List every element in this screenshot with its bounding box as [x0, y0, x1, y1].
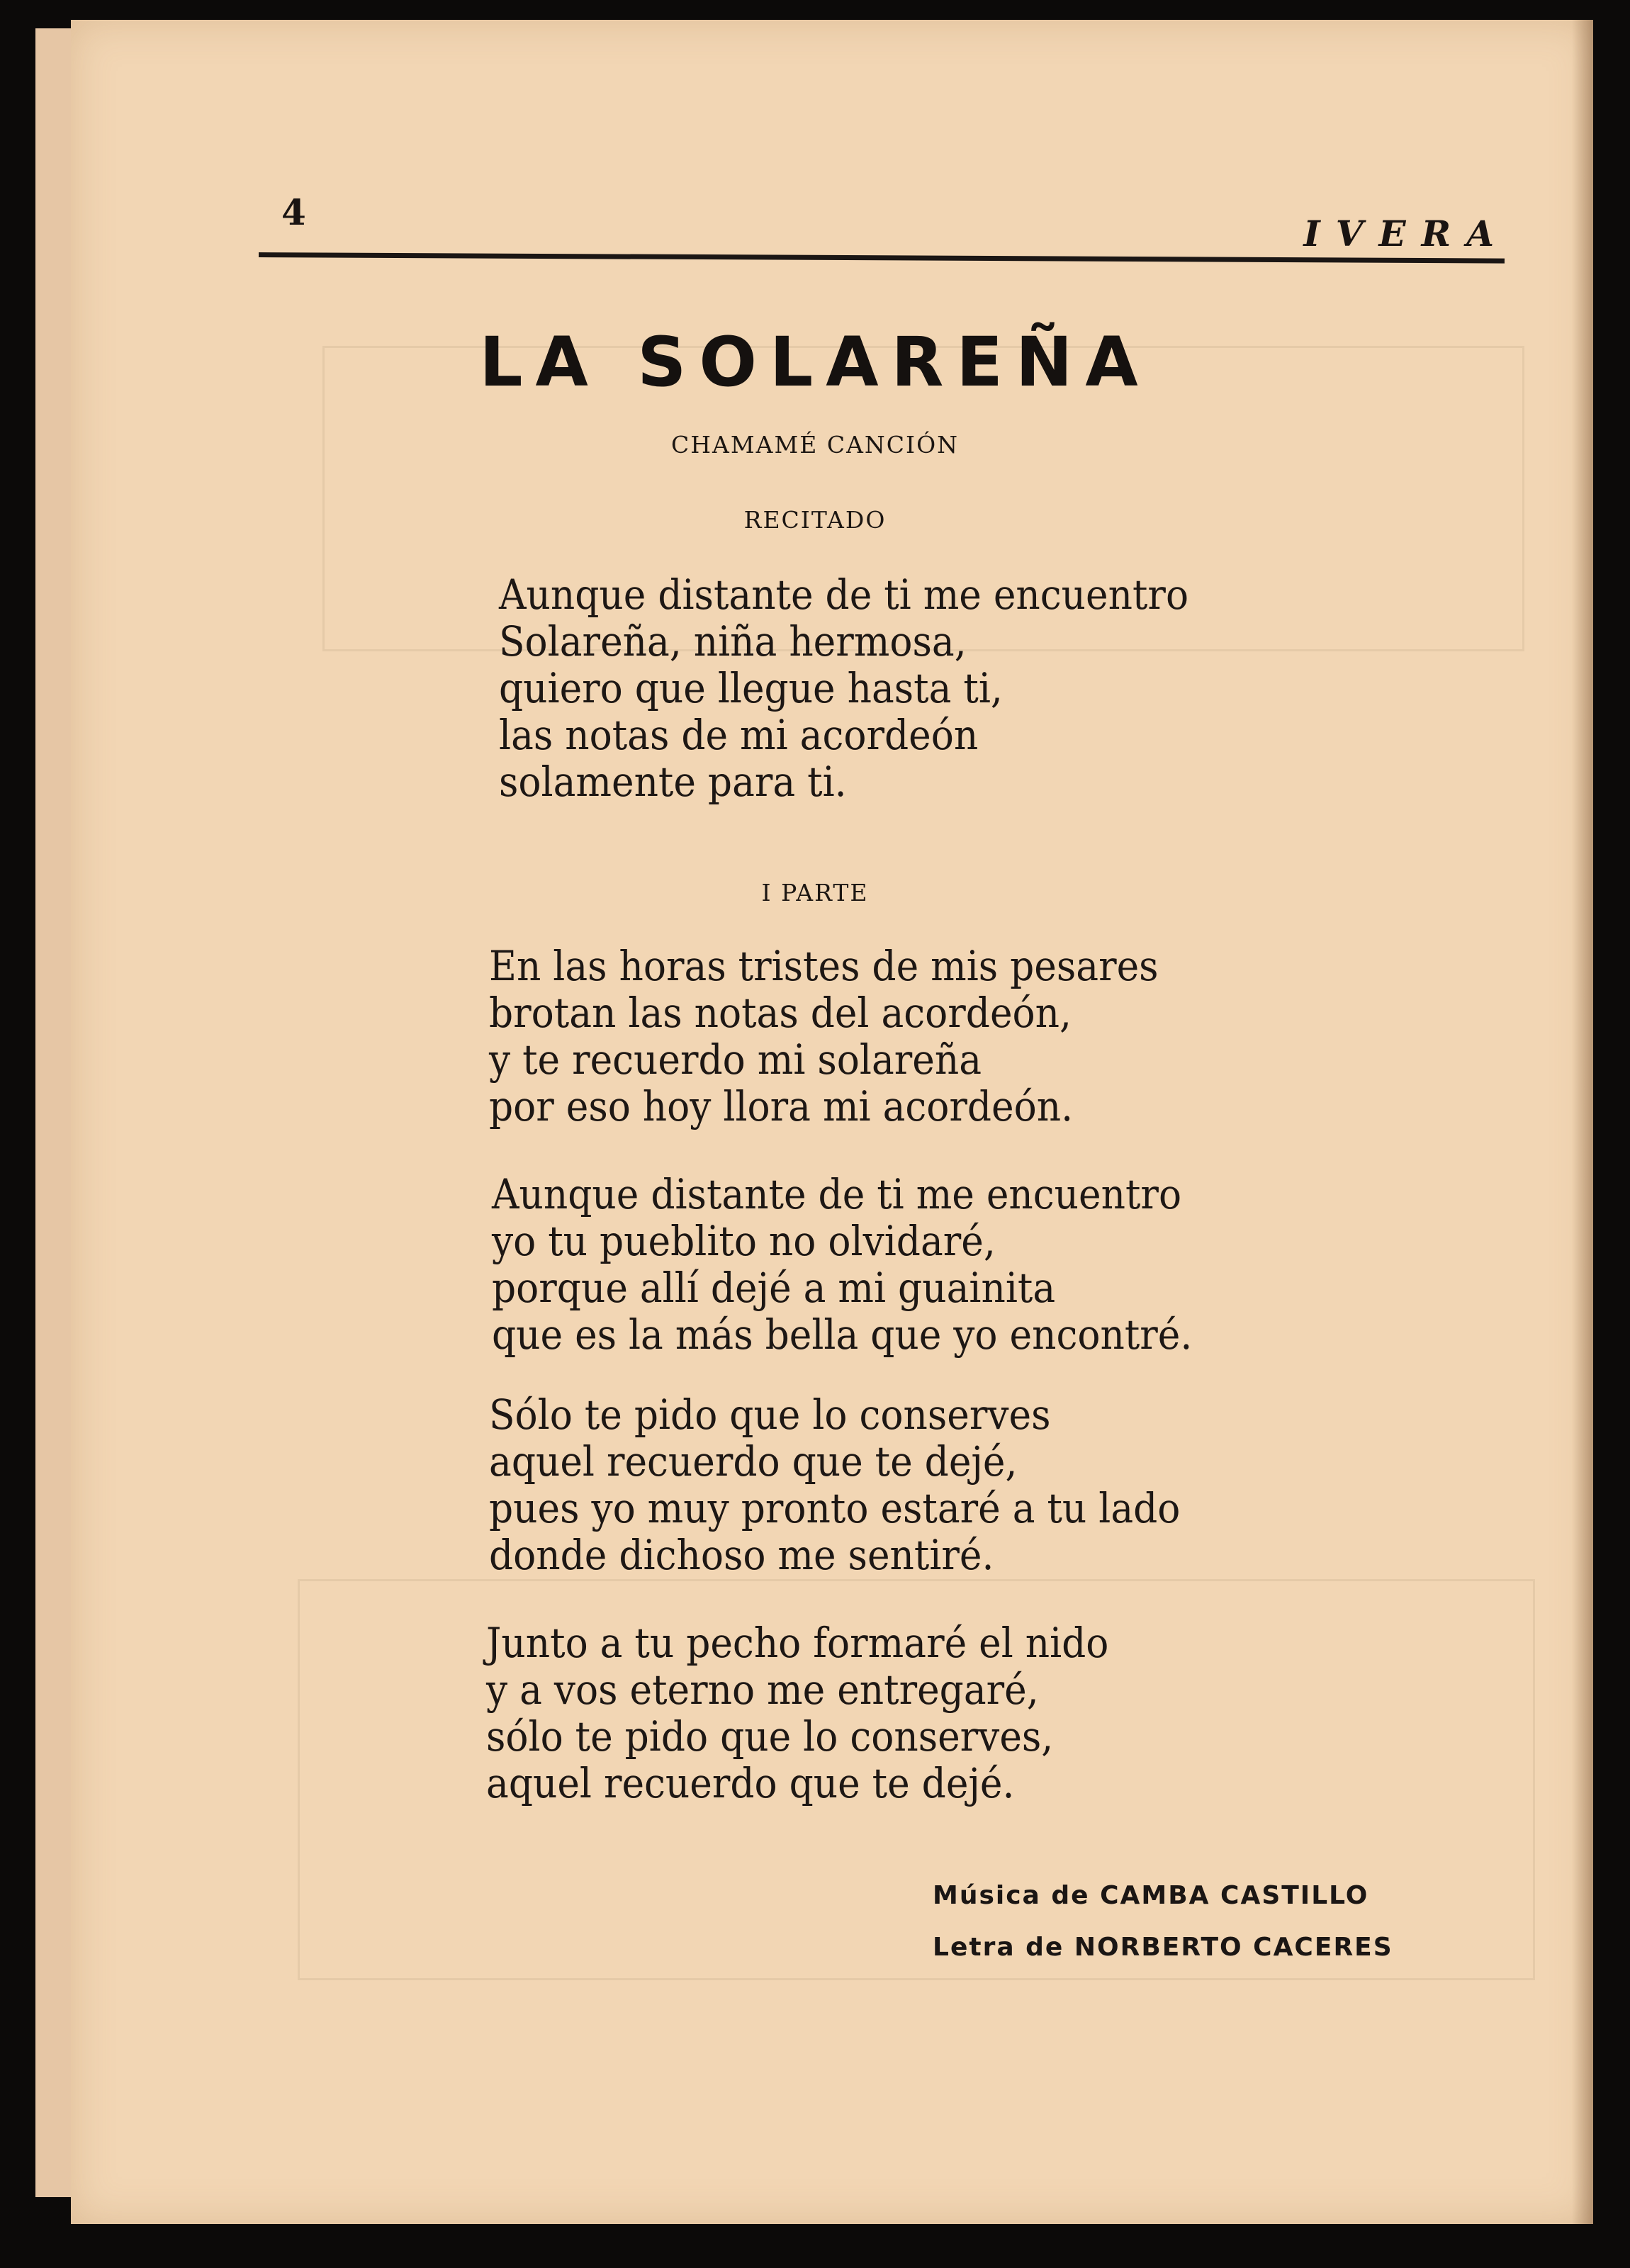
stanza-2 [492, 1171, 1274, 1358]
verse-line: Sólo te pido que lo conserves [489, 1391, 1051, 1439]
verse-line: solamente para ti. [499, 758, 847, 806]
page-number: 4 [281, 191, 306, 233]
verse-line: Aunque distante de ti me encuentro [492, 1170, 1182, 1218]
verse-line: pues yo muy pronto estaré a tu lado [489, 1484, 1181, 1532]
verse-line: brotan las notas del acordeón, [489, 989, 1072, 1037]
song-title: LA SOLAREÑA [479, 322, 1151, 402]
stanza-3 [489, 1391, 1271, 1578]
recitado-stanza [499, 571, 1281, 805]
verse-line: Junto a tu pecho formaré el nido [486, 1619, 1109, 1667]
verse-line: por eso hoy llora mi acordeón. [489, 1082, 1074, 1130]
song-genre: CHAMAMÉ CANCIÓN [670, 431, 960, 459]
lyrics-credit: Letra de NORBERTO CACERES [933, 1933, 1393, 1962]
verse-line: porque allí dejé a mi guainita [492, 1264, 1056, 1312]
page-header [191, 184, 1510, 262]
verse-line: que es la más bella que yo encontré. [492, 1310, 1193, 1359]
verse-line: y a vos eterno me entregaré, [486, 1666, 1039, 1714]
verse-line: y te recuerdo mi solareña [489, 1035, 982, 1084]
music-credit: Música de CAMBA CASTILLO [933, 1881, 1369, 1910]
verse-line: Aunque distante de ti me encuentro [499, 571, 1189, 619]
stanza-4 [486, 1619, 1269, 1807]
verse-line: las notas de mi acordeón [499, 711, 979, 759]
verse-line: En las horas tristes de mis pesares [489, 942, 1159, 990]
verse-line: quiero que llegue hasta ti, [499, 664, 1003, 712]
verse-line: Solareña, niña hermosa, [499, 617, 967, 666]
magazine-title: IVERA [1303, 213, 1510, 254]
recitado-label: RECITADO [743, 506, 887, 534]
verse-line: yo tu pueblito no olvidaré, [492, 1217, 996, 1265]
verse-line: aquel recuerdo que te dejé, [489, 1437, 1018, 1486]
verse-line: sólo te pido que lo conserves, [486, 1712, 1054, 1761]
verse-line: donde dichoso me sentiré. [489, 1531, 994, 1579]
part-label: I PARTE [761, 879, 869, 906]
verse-line: aquel recuerdo que te dejé. [486, 1759, 1015, 1807]
stanza-1 [489, 943, 1271, 1130]
